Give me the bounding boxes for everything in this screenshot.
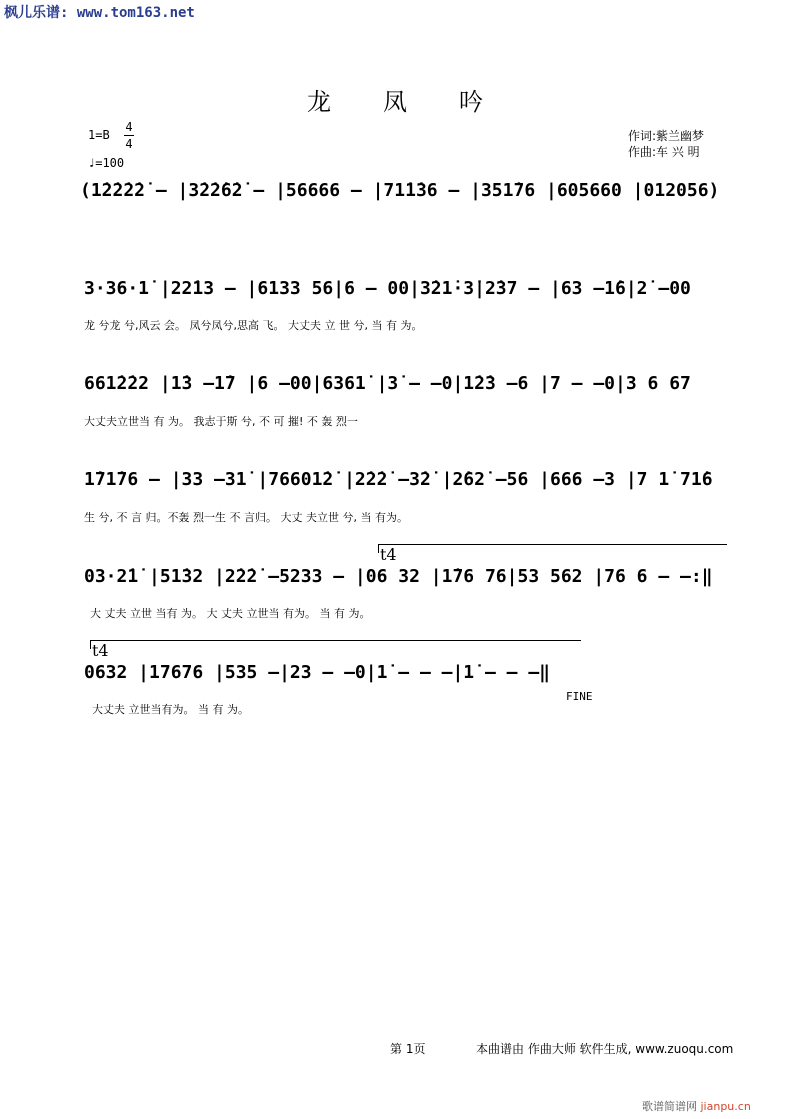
tempo-marking: ♩=100 (88, 156, 125, 170)
score-line-3-lyrics: 大丈夫立世当 有 为。 我志于斯 兮, 不 可 摧! 不 轰 烈一 (84, 415, 358, 428)
watermark (642, 1098, 751, 1114)
volta-label-2: t4 (92, 641, 109, 660)
score-line-2-lyrics: 龙 兮龙 兮,风云 会。 凤兮凤兮,思高 飞。 大丈夫 立 世 兮, 当 有 为。 (84, 319, 423, 332)
watermark-right: jianpu.cn (700, 1100, 751, 1113)
watermark-left: 歌谱简谱网 (642, 1100, 697, 1113)
page-number: 第 1页 (390, 1042, 426, 1056)
meter-top: 4 (125, 120, 133, 134)
score-line-2-notes: 3·36·1̇ |22̇13 – |6133 56|6 – 00|3̇21̇·3̇|2̇37 – |63 –1̇6|2̇ –00 (84, 278, 691, 299)
score-line-6-lyrics: 大丈夫 立世当有为。 当 有 为。 (92, 703, 249, 716)
volta-bracket-2 (90, 640, 581, 649)
fine-marking: FINE (566, 690, 593, 703)
meter-bar (124, 135, 134, 136)
score-line-5-lyrics: 大 丈夫 立世 当有 为。 大 丈夫 立世当 有为。 当 有 为。 (90, 607, 371, 620)
song-title: 龙凤吟 (307, 88, 535, 116)
generator-credit: 本曲谱由 作曲大师 软件生成, www.zuoqu.com (476, 1042, 734, 1056)
volta-label-1: t4 (380, 545, 397, 564)
score-line-6-notes: 0632 |17676 |535 –|23 – –0|1̇ – – –|1̇ – – –‖ (84, 662, 550, 683)
composer: 作曲:车 兴 明 (628, 145, 700, 159)
time-signature (124, 120, 134, 151)
score-line-3-notes: 661̇2̇22 |1̇3 –1̇7 |6 –00|6361̇ |3̇ – –0|1̇2̇3 –6 |7 – –0|3 6 67 (84, 373, 691, 394)
score-line-1-notes: (1̇2̇2̇2̇2̇ – |3̇2̇2̇6̇2̇ – |56666 – |71̇1̇36 – |351̇76 |605660 |012056) (80, 180, 720, 201)
credits (628, 128, 704, 160)
meter-bottom: 4 (125, 137, 133, 151)
key-signature: 1=B (88, 128, 110, 142)
volta-bracket-1 (378, 544, 727, 553)
score-line-5-notes: 03·2̇1̇ |51̇32 |2̇2̇2̇ –5233 – |06 32 |1̇76 76|53 562 |76 6 – –:‖ (84, 566, 713, 587)
score-line-4-notes: 1̇71̇76 – |33 –31̇ |76601̇2̇ |2̇2̇2̇ –3̇2̇ |2̇62̇ –56 |666 –3 |7 1̇ 71̇6 (84, 469, 713, 490)
score-line-4-lyrics: 生 兮, 不 言 归。不轰 烈一生 不 言归。 大丈 夫立世 兮, 当 有为。 (84, 511, 408, 524)
site-header: 枫儿乐谱: www.tom163.net (4, 5, 195, 21)
lyricist: 作词:紫兰幽梦 (628, 129, 705, 143)
